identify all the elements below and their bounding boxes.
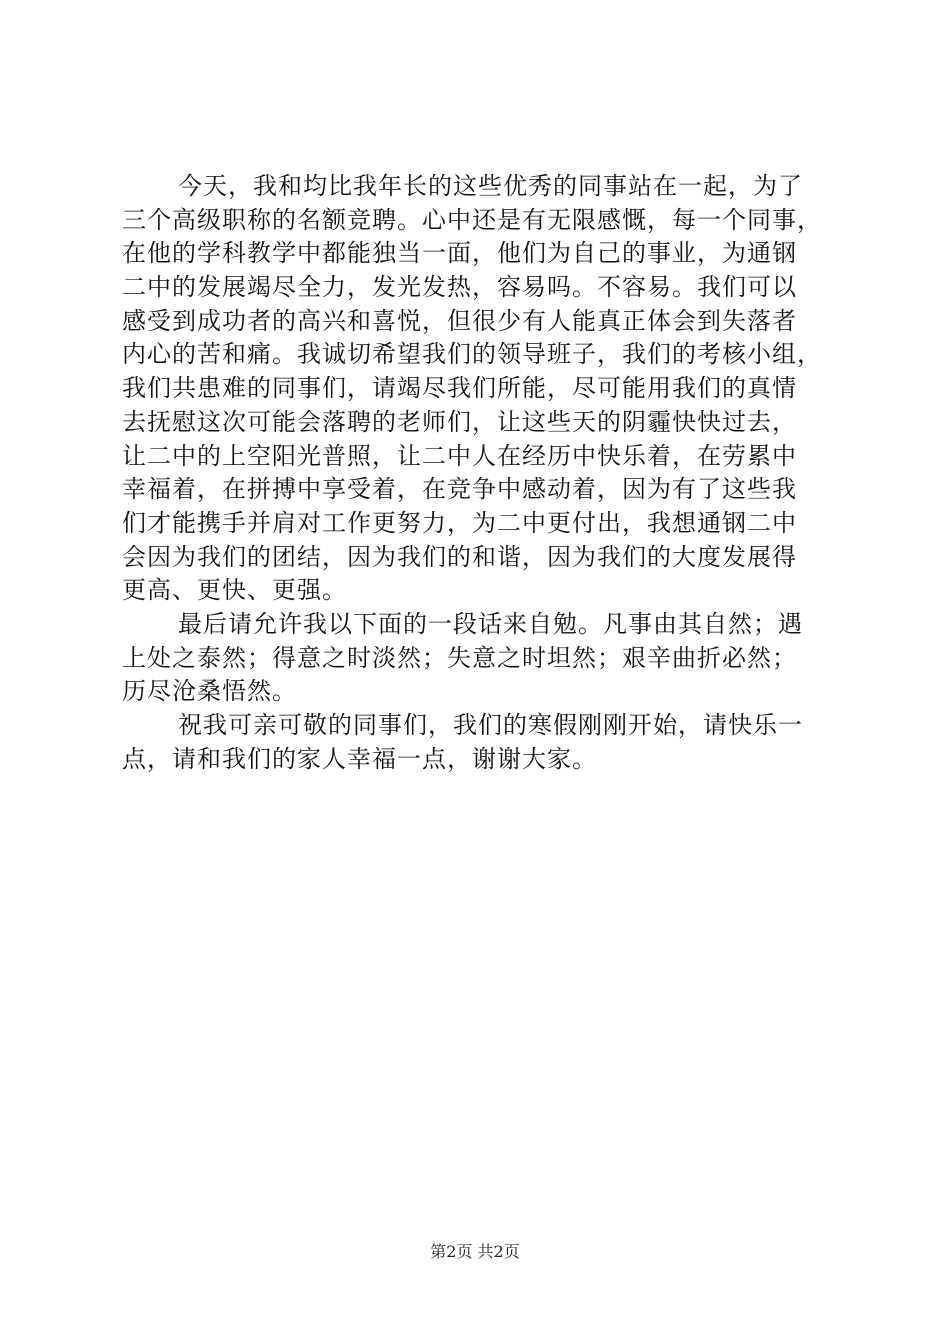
text-line: 上处之泰然；得意之时淡然；失意之时坦然；艰辛曲折必然； — [122, 643, 797, 672]
document-body — [122, 170, 834, 776]
text-line: 历尽沧桑悟然。 — [122, 677, 297, 706]
paragraph-1 — [122, 170, 834, 608]
text-line: 点，请和我们的家人幸福一点，谢谢大家。 — [122, 744, 597, 773]
text-line: 感受到成功者的高兴和喜悦，但很少有人能真正体会到失落者 — [122, 306, 797, 335]
text-line: 祝我可亲可敬的同事们，我们的寒假刚刚开始，请快乐一 — [178, 711, 803, 739]
text-line: 三个高级职称的名额竞聘。心中还是有无限感慨，每一个同事， — [122, 205, 822, 234]
paragraph-3 — [122, 709, 834, 776]
paragraph-2 — [122, 608, 834, 709]
text-line: 最后请允许我以下面的一段话来自勉。凡事由其自然；遇 — [178, 609, 803, 638]
text-line: 幸福着，在拼搏中享受着，在竞争中感动着，因为有了这些我 — [122, 475, 797, 504]
text-line: 让二中的上空阳光普照，让二中人在经历中快乐着，在劳累中 — [122, 441, 797, 470]
text-line: 更高、更快、更强。 — [122, 576, 347, 605]
text-line: 在他的学科教学中都能独当一面，他们为自己的事业，为通钢 — [122, 239, 797, 268]
text-line: 会因为我们的团结，因为我们的和谐，因为我们的大度发展得 — [122, 542, 797, 571]
text-line: 去抚慰这次可能会落聘的老师们，让这些天的阴霾快快过去， — [122, 407, 797, 436]
page-number-footer: 第2页 共2页 — [430, 1242, 520, 1261]
text-line: 二中的发展竭尽全力，发光发热，容易吗。不容易。我们可以 — [122, 273, 797, 302]
text-line: 内心的苦和痛。我诚切希望我们的领导班子，我们的考核小组， — [122, 340, 822, 369]
text-line: 们才能携手并肩对工作更努力，为二中更付出，我想通钢二中 — [122, 508, 797, 537]
text-line: 我们共患难的同事们，请竭尽我们所能，尽可能用我们的真情 — [122, 374, 797, 403]
text-line: 今天，我和均比我年长的这些优秀的同事站在一起，为了 — [178, 172, 803, 200]
